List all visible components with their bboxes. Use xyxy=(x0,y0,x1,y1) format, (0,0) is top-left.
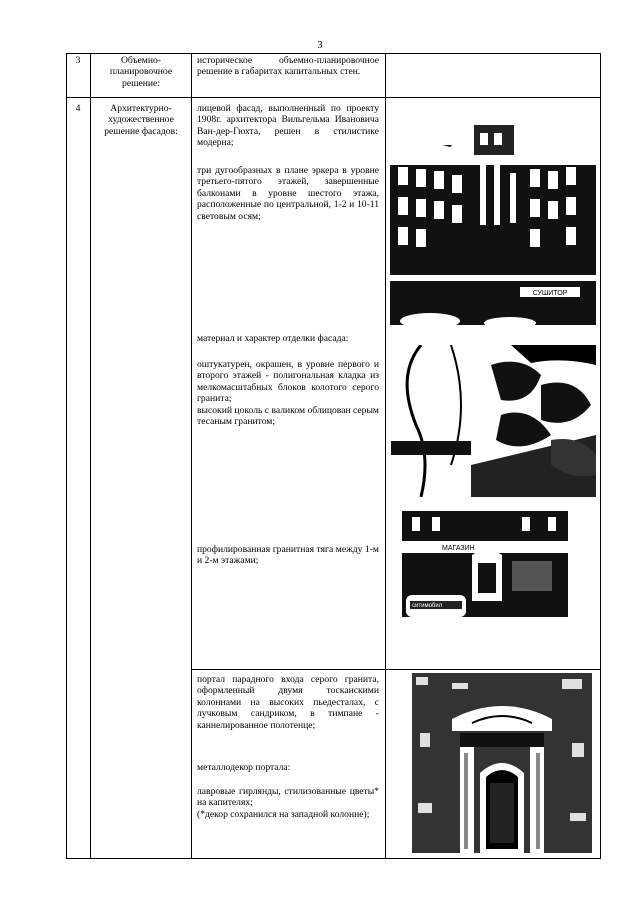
metal-decor-heading xyxy=(197,762,379,773)
facade-sign: СУШИТОР xyxy=(532,290,568,297)
granite-band-description xyxy=(197,544,379,567)
row-number: 4 xyxy=(75,103,81,114)
portal-description xyxy=(197,674,379,731)
entrance-portal-photo xyxy=(412,673,592,853)
paragraph: металлодекор портала: xyxy=(197,762,291,773)
facade-photo xyxy=(390,125,596,331)
granite-masonry-photo xyxy=(391,345,596,497)
row-number: 3 xyxy=(75,55,81,66)
facade-description xyxy=(197,103,379,149)
paragraph: высокий цоколь с валиком облицован серым тесаным гранитом; xyxy=(197,404,379,428)
section-name: Объемно-планировочное решение: xyxy=(109,55,173,89)
shopfront-sign: МАГАЗИН xyxy=(442,545,475,552)
monument-description-table xyxy=(66,53,601,859)
paragraph: три дугообразных в плане эркера в уровне третьего-пятого этажей, завершенные балконами в уровне шестого этажа, расположенные по центральной, 1-2 и 10-11 световым осям; xyxy=(197,165,379,222)
finish-description xyxy=(197,359,379,427)
section-description: историческое объемно-планировочное решение в габаритах капитальных стен. xyxy=(197,55,379,78)
section-name: Архитектурно-художественное решение фасадов: xyxy=(104,103,178,137)
paragraph: профилированная гранитная тяга между 1-м и 2-м этажами; xyxy=(197,544,379,567)
car-sign: ситимобил xyxy=(412,603,443,609)
paragraph: портал парадного входа серого гранита, оформленный двумя тосканскими колоннами на высоких пьедесталах, с лучковым сандриком, в тимпане - каннелированное полотенце; xyxy=(197,674,379,731)
finish-heading xyxy=(197,333,379,344)
metal-decor-description xyxy=(197,786,379,820)
paragraph: лицевой фасад, выполненный по проекту 1908г. архитектора Вильгельма Ивановича Ван-дер-Гюхта, решен в стилистике модерна; xyxy=(197,103,379,149)
paragraph: (*декор сохранился на западной колонне); xyxy=(197,808,370,820)
paragraph: лавровые гирлянды, стилизованные цветы* на капителях; xyxy=(197,786,379,809)
shopfront-photo xyxy=(402,511,568,623)
page-number: 3 xyxy=(317,40,323,51)
bay-windows-description xyxy=(197,165,379,222)
paragraph: материал и характер отделки фасада: xyxy=(197,333,349,344)
paragraph: оштукатурен, окрашен, в уровне первого и второго этажей - полигональная кладка из мелкомасштабных блоков колотого серого гранита; xyxy=(197,359,379,405)
